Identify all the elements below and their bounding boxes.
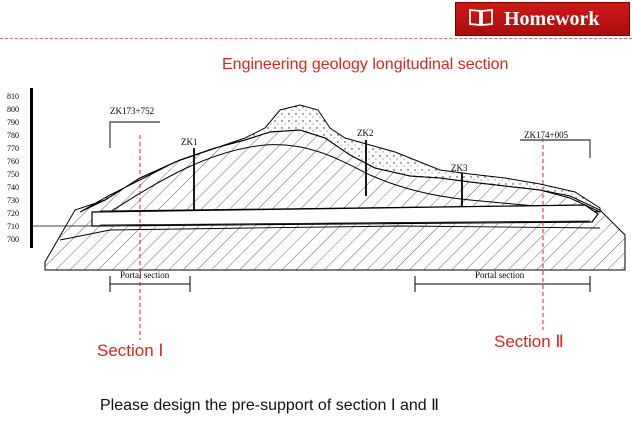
rock-layer (45, 130, 625, 270)
borehole-label-zk173: ZK173+752 (110, 106, 155, 116)
elevation-label: 730 (7, 196, 19, 205)
elevation-label: 720 (7, 209, 19, 218)
section-label-1: Section Ⅰ (97, 341, 164, 360)
elevation-label: 750 (7, 170, 19, 179)
elevation-label: 710 (7, 222, 19, 231)
portal-label-left: Portal section (120, 270, 170, 280)
borehole-label-zk174: ZK174+005 (524, 130, 569, 140)
diagram-title: Engineering geology longitudinal section (222, 56, 509, 73)
elevation-label: 790 (7, 118, 19, 127)
elevation-label: 740 (7, 183, 19, 192)
borehole-label-zk1: ZK1 (181, 137, 198, 147)
elevation-label: 760 (7, 157, 19, 166)
portal-label-right: Portal section (475, 270, 525, 280)
borehole-label-zk3: ZK3 (451, 163, 468, 173)
elevation-label: 770 (7, 144, 19, 153)
elevation-label: 780 (7, 131, 19, 140)
elevation-label: 810 (7, 92, 19, 101)
elevation-scale-bar (30, 88, 33, 248)
elevation-label: 800 (7, 105, 19, 114)
elevation-label: 700 (7, 235, 19, 244)
chainage-bracket-left (110, 122, 160, 148)
section-label-2: Section Ⅱ (494, 332, 564, 351)
chainage-bracket-right (520, 140, 590, 158)
homework-label: Homework (504, 7, 600, 30)
borehole-label-zk2: ZK2 (357, 128, 374, 138)
homework-question: Please design the pre-support of section Ⅰ and Ⅱ (100, 397, 440, 414)
